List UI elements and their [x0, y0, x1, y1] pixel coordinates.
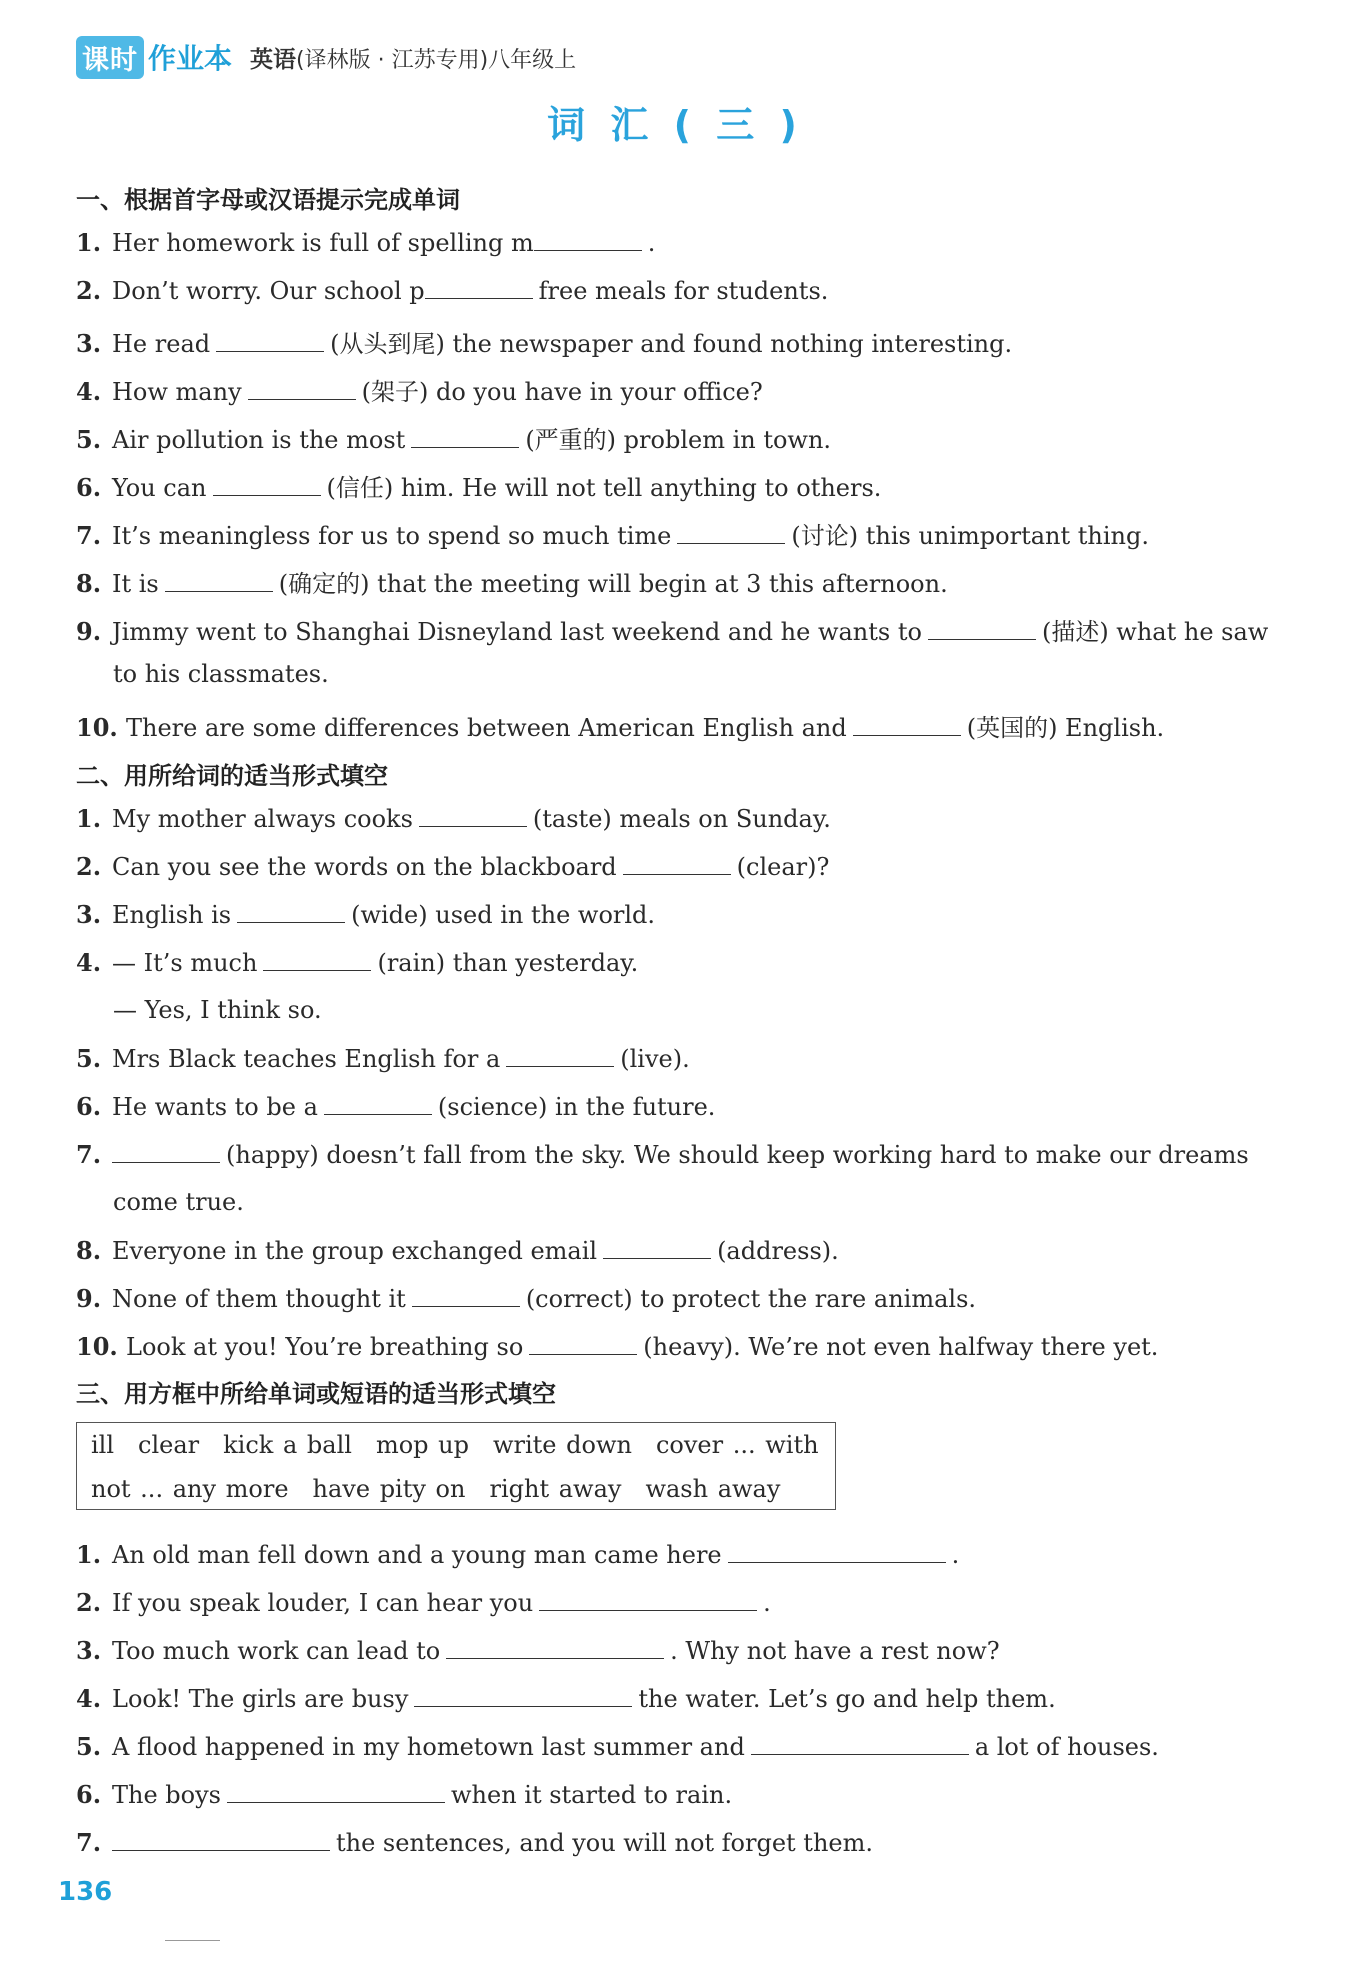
- s3-question-7: 7. the sentences, and you will not forget them.: [76, 1828, 873, 1857]
- s2-question-2: 2. Can you see the words on the blackboard (clear)?: [76, 852, 830, 881]
- s1-question-10: 10. There are some differences between American English and (英国的) English.: [76, 713, 1165, 742]
- word-box-row-1: [91, 1431, 843, 1459]
- answer-blank[interactable]: [534, 228, 642, 251]
- s1-question-9-continued: to his classmates.: [113, 660, 329, 688]
- s1-question-9: 9. Jimmy went to Shanghai Disneyland last weekend and he wants to (描述) what he saw: [76, 617, 1269, 646]
- page-title: 词 汇 ( 三 ): [547, 103, 803, 147]
- s2-question-6: 6. He wants to be a (science) in the future.: [76, 1092, 716, 1121]
- answer-blank[interactable]: [237, 900, 345, 923]
- answer-blank[interactable]: [425, 276, 533, 299]
- word-option: kick a ball: [223, 1431, 352, 1459]
- book-logo-text: 作业本: [148, 42, 233, 75]
- s1-question-6: 6. You can (信任) him. He will not tell anything to others.: [76, 473, 882, 502]
- answer-blank[interactable]: [539, 1588, 757, 1611]
- answer-blank[interactable]: [419, 804, 527, 827]
- s1-question-5: 5. Air pollution is the most (严重的) problem in town.: [76, 425, 832, 454]
- s3-question-4: 4. Look! The girls are busy the water. Let’s go and help them.: [76, 1684, 1056, 1713]
- answer-blank[interactable]: [227, 1780, 445, 1803]
- answer-blank[interactable]: [751, 1732, 969, 1755]
- answer-blank[interactable]: [928, 617, 1036, 640]
- footer-mark: [165, 1940, 220, 1941]
- answer-blank[interactable]: [216, 329, 324, 352]
- s2-question-3: 3. English is (wide) used in the world.: [76, 900, 656, 929]
- s1-question-7: 7. It’s meaningless for us to spend so much time (讨论) this unimportant thing.: [76, 521, 1149, 550]
- section-2-heading: 二、用所给词的适当形式填空: [76, 762, 388, 790]
- word-option: ill: [91, 1431, 115, 1459]
- s2-question-1: 1. My mother always cooks (taste) meals on Sunday.: [76, 804, 831, 833]
- word-box: [76, 1422, 836, 1510]
- answer-blank[interactable]: [677, 521, 785, 544]
- answer-blank[interactable]: [263, 948, 371, 971]
- answer-blank[interactable]: [529, 1332, 637, 1355]
- s2-question-5: 5. Mrs Black teaches English for a (live).: [76, 1044, 690, 1073]
- s1-question-4: 4. How many (架子) do you have in your office?: [76, 377, 763, 406]
- s3-question-1: 1. An old man fell down and a young man came here .: [76, 1540, 960, 1569]
- answer-blank[interactable]: [165, 569, 273, 592]
- s1-question-3: 3. He read (从头到尾) the newspaper and found nothing interesting.: [76, 329, 1013, 358]
- answer-blank[interactable]: [248, 377, 356, 400]
- book-header: [76, 36, 576, 78]
- word-option: mop up: [375, 1431, 469, 1459]
- s2-question-4: 4. — It’s much (rain) than yesterday.: [76, 948, 639, 977]
- word-option: cover ... with: [655, 1431, 819, 1459]
- word-option: clear: [138, 1431, 200, 1459]
- answer-blank[interactable]: [412, 1284, 520, 1307]
- answer-blank[interactable]: [853, 713, 961, 736]
- answer-blank[interactable]: [623, 852, 731, 875]
- s1-question-8: 8. It is (确定的) that the meeting will begin at 3 this afternoon.: [76, 569, 948, 598]
- answer-blank[interactable]: [446, 1636, 664, 1659]
- answer-blank[interactable]: [112, 1828, 330, 1851]
- word-option: have pity on: [312, 1475, 466, 1503]
- book-logo: 课时: [76, 36, 144, 79]
- word-option: wash away: [645, 1475, 781, 1503]
- section-1-heading: 一、根据首字母或汉语提示完成单词: [76, 186, 460, 214]
- answer-blank[interactable]: [728, 1540, 946, 1563]
- page-number: 136: [58, 1877, 113, 1907]
- answer-blank[interactable]: [414, 1684, 632, 1707]
- s1-question-2: 2. Don’t worry. Our school p free meals for students.: [76, 276, 829, 305]
- word-option: write down: [492, 1431, 632, 1459]
- s2-question-9: 9. None of them thought it (correct) to protect the rare animals.: [76, 1284, 977, 1313]
- s1-question-1: 1. Her homework is full of spelling m .: [76, 228, 656, 257]
- s2-question-10: 10. Look at you! You’re breathing so (heavy). We’re not even halfway there yet.: [76, 1332, 1159, 1361]
- s2-question-7: 7. (happy) doesn’t fall from the sky. We should keep working hard to make our dreams: [76, 1140, 1249, 1169]
- answer-blank[interactable]: [213, 473, 321, 496]
- answer-blank[interactable]: [506, 1044, 614, 1067]
- s2-question-7-continued: come true.: [113, 1188, 244, 1216]
- section-3-heading: 三、用方框中所给单词或短语的适当形式填空: [76, 1380, 556, 1408]
- answer-blank[interactable]: [411, 425, 519, 448]
- s3-question-5: 5. A flood happened in my hometown last summer and a lot of houses.: [76, 1732, 1159, 1761]
- answer-blank[interactable]: [324, 1092, 432, 1115]
- subject-label: 英语(译林版 · 江苏专用)八年级上: [250, 46, 577, 73]
- s2-question-4-reply: — Yes, I think so.: [113, 996, 322, 1024]
- s2-question-8: 8. Everyone in the group exchanged email (address).: [76, 1236, 839, 1265]
- s3-question-2: 2. If you speak louder, I can hear you .: [76, 1588, 771, 1617]
- answer-blank[interactable]: [112, 1140, 220, 1163]
- s3-question-3: 3. Too much work can lead to . Why not have a rest now?: [76, 1636, 1000, 1665]
- word-option: right away: [489, 1475, 622, 1503]
- s3-question-6: 6. The boys when it started to rain.: [76, 1780, 733, 1809]
- answer-blank[interactable]: [603, 1236, 711, 1259]
- word-option: not ... any more: [91, 1475, 289, 1503]
- word-box-row-2: [91, 1475, 804, 1503]
